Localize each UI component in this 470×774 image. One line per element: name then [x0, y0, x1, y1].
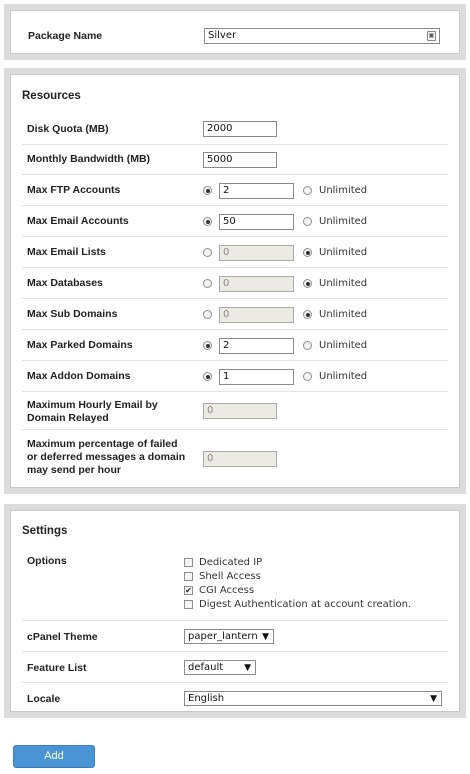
- add-button[interactable]: Add: [13, 745, 95, 768]
- disk-quota-row: [22, 115, 448, 144]
- max-ftp-row: [22, 174, 448, 205]
- shell-access-label: Shell Access: [199, 571, 261, 582]
- max-ftp-label: Max FTP Accounts: [27, 184, 121, 196]
- cgi-access-checkbox[interactable]: ✔: [185, 586, 192, 595]
- dedicated-ip-checkbox[interactable]: [184, 558, 193, 567]
- digest-auth-label: Digest Authentication at account creation.: [199, 599, 412, 610]
- max-email-lists-row: [22, 236, 448, 267]
- max-parked-domains-unlimited-radio[interactable]: [303, 341, 312, 350]
- max-databases-label: Max Databases: [27, 277, 103, 289]
- monthly-bandwidth-input[interactable]: 5000: [203, 152, 277, 168]
- max-hourly-email-label: Maximum Hourly Email by Domain Relayed: [27, 399, 158, 424]
- cpanel-theme-label: cPanel Theme: [27, 631, 98, 643]
- max-databases-input[interactable]: 0: [219, 276, 294, 292]
- max-email-lists-unlimited-radio[interactable]: [303, 248, 312, 257]
- cgi-access-label: CGI Access: [199, 585, 255, 596]
- options-row: [22, 551, 448, 620]
- max-addon-domains-row: [22, 360, 448, 391]
- max-parked-domains-limit-radio[interactable]: [203, 341, 212, 350]
- max-parked-domains-row: [22, 329, 448, 360]
- package-name-input[interactable]: Silver ▣: [204, 28, 440, 44]
- max-parked-domains-input[interactable]: 2: [219, 338, 294, 354]
- max-sub-domains-unlimited-label: Unlimited: [319, 309, 368, 320]
- chevron-down-icon: ▼: [430, 694, 437, 704]
- max-sub-domains-row: [22, 298, 448, 329]
- max-email-unlimited-label: Unlimited: [319, 216, 368, 227]
- options-label: Options: [27, 555, 67, 567]
- max-sub-domains-input[interactable]: 0: [219, 307, 294, 323]
- settings-section: [4, 504, 466, 718]
- disk-quota-label: Disk Quota (MB): [27, 123, 109, 135]
- max-email-lists-label: Max Email Lists: [27, 246, 106, 258]
- settings-panel: [10, 510, 460, 712]
- resources-title: Resources: [22, 90, 81, 102]
- max-databases-unlimited-radio[interactable]: [303, 279, 312, 288]
- max-email-input[interactable]: 50: [219, 214, 294, 230]
- feature-list-select[interactable]: default ▼: [184, 660, 256, 675]
- locale-select[interactable]: English ▼: [184, 691, 442, 706]
- max-failed-percentage-label: Maximum percentage of failed or deferred messages a domain may send per hour: [27, 438, 186, 476]
- cpanel-theme-select[interactable]: paper_lantern ▼: [184, 629, 274, 644]
- max-addon-domains-unlimited-radio[interactable]: [303, 372, 312, 381]
- shell-access-checkbox[interactable]: [184, 572, 193, 581]
- autofill-picker-icon[interactable]: ▣: [428, 32, 435, 39]
- disk-quota-input[interactable]: 2000: [203, 121, 277, 137]
- max-addon-domains-unlimited-label: Unlimited: [319, 371, 368, 382]
- max-email-label: Max Email Accounts: [27, 215, 129, 227]
- max-parked-domains-label: Max Parked Domains: [27, 339, 133, 351]
- resources-section: [4, 68, 466, 494]
- resources-panel: [10, 74, 460, 488]
- max-email-lists-unlimited-label: Unlimited: [319, 247, 368, 258]
- max-addon-domains-limit-radio[interactable]: [203, 372, 212, 381]
- chevron-down-icon: ▼: [244, 663, 251, 673]
- monthly-bandwidth-label: Monthly Bandwidth (MB): [27, 153, 151, 165]
- max-email-limit-radio[interactable]: [203, 217, 212, 226]
- max-addon-domains-label: Max Addon Domains: [27, 370, 131, 382]
- max-databases-row: [22, 267, 448, 298]
- package-name-label: Package Name: [28, 30, 103, 42]
- cpanel-theme-row: [22, 620, 448, 651]
- max-sub-domains-unlimited-radio[interactable]: [303, 310, 312, 319]
- chevron-down-icon: ▼: [262, 632, 269, 642]
- max-ftp-unlimited-radio[interactable]: [303, 186, 312, 195]
- max-failed-percentage-row: [22, 429, 448, 485]
- package-name-panel: [10, 10, 460, 54]
- package-name-section: [4, 4, 466, 60]
- dedicated-ip-label: Dedicated IP: [199, 557, 263, 568]
- max-hourly-email-row: [22, 391, 448, 429]
- locale-label: Locale: [27, 693, 61, 705]
- max-hourly-email-input[interactable]: 0: [203, 403, 277, 419]
- max-addon-domains-input[interactable]: 1: [219, 369, 294, 385]
- max-email-row: [22, 205, 448, 236]
- feature-list-row: [22, 651, 448, 682]
- max-sub-domains-label: Max Sub Domains: [27, 308, 118, 320]
- max-email-lists-input[interactable]: 0: [219, 245, 294, 261]
- max-email-unlimited-radio[interactable]: [303, 217, 312, 226]
- max-failed-percentage-input[interactable]: 0: [203, 451, 277, 467]
- feature-list-label: Feature List: [27, 662, 87, 674]
- locale-row: [22, 682, 448, 712]
- max-ftp-unlimited-label: Unlimited: [319, 185, 368, 196]
- monthly-bandwidth-row: [22, 144, 448, 174]
- settings-title: Settings: [22, 525, 68, 537]
- max-sub-domains-limit-radio[interactable]: [203, 310, 212, 319]
- digest-auth-checkbox[interactable]: [184, 600, 193, 609]
- max-databases-limit-radio[interactable]: [203, 279, 212, 288]
- max-ftp-input[interactable]: 2: [219, 183, 294, 199]
- max-ftp-limit-radio[interactable]: [203, 186, 212, 195]
- max-parked-domains-unlimited-label: Unlimited: [319, 340, 368, 351]
- max-databases-unlimited-label: Unlimited: [319, 278, 368, 289]
- max-email-lists-limit-radio[interactable]: [203, 248, 212, 257]
